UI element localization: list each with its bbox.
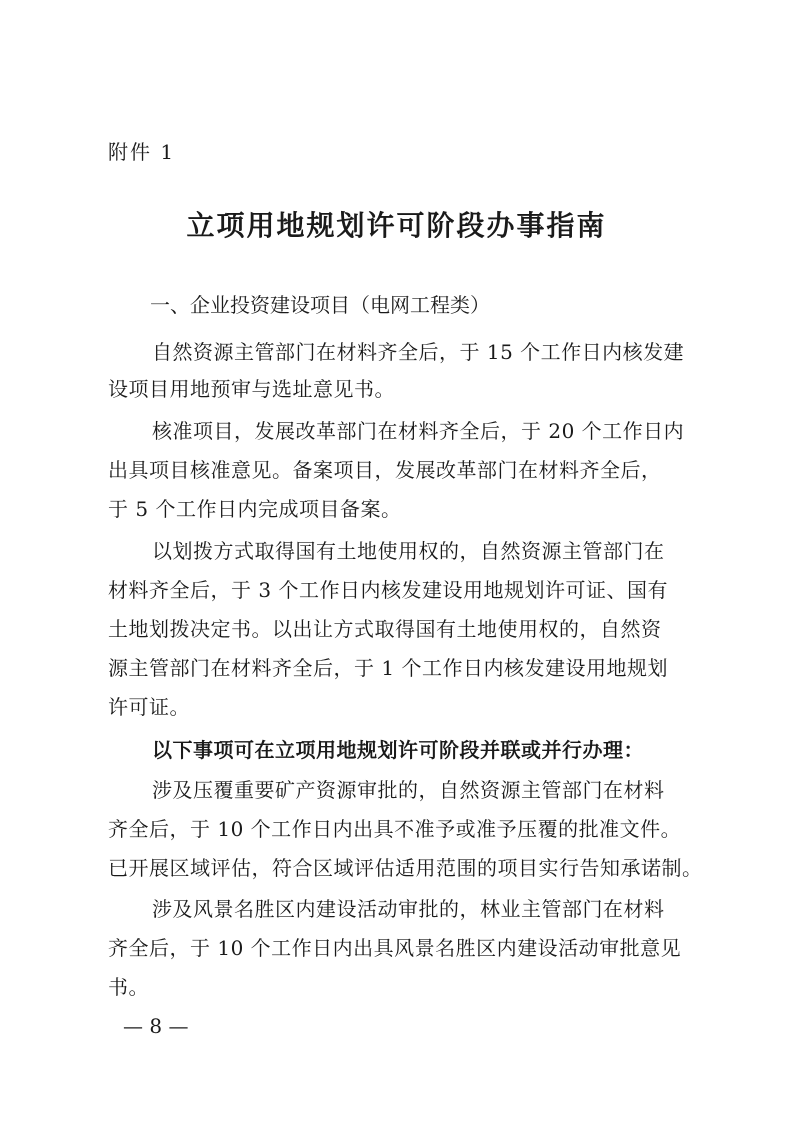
section-heading: 一、企业投资建设项目（电网工程类） xyxy=(150,293,490,317)
paragraph-6-line-1: 涉及风景名胜区内建设活动审批的，林业主管部门在材料 xyxy=(152,897,665,921)
page-number: — 8 — xyxy=(123,1014,189,1038)
paragraph-3-line-3: 土地划拨决定书。以出让方式取得国有土地使用权的，自然资 xyxy=(108,617,662,641)
paragraph-1-line-2: 设项目用地预审与选址意见书。 xyxy=(108,377,395,401)
paragraph-6-line-2: 齐全后，于 10 个工作日内出具风景名胜区内建设活动审批意见 xyxy=(108,936,682,960)
paragraph-2-line-2: 出具项目核准意见。备案项目，发展改革部门在材料齐全后， xyxy=(108,458,662,482)
paragraph-3-line-1: 以划拨方式取得国有土地使用权的，自然资源主管部门在 xyxy=(152,539,665,563)
attachment-label: 附件 1 xyxy=(108,140,176,164)
paragraph-2-line-1: 核准项目，发展改革部门在材料齐全后，于 20 个工作日内 xyxy=(152,419,685,443)
paragraph-3-line-5: 许可证。 xyxy=(108,695,190,719)
paragraph-5-line-2: 齐全后，于 10 个工作日内出具不准予或准予压覆的批准文件。 xyxy=(108,817,682,841)
paragraph-6-line-3: 书。 xyxy=(108,975,149,999)
parallel-processing-heading: 以下事项可在立项用地规划许可阶段并联或并行办理： xyxy=(152,738,644,762)
paragraph-1-line-1: 自然资源主管部门在材料齐全后，于 15 个工作日内核发建 xyxy=(152,340,685,364)
document-title: 立项用地规划许可阶段办事指南 xyxy=(186,209,607,242)
paragraph-2-line-3: 于 5 个工作日内完成项目备案。 xyxy=(108,497,402,521)
paragraph-3-line-2: 材料齐全后，于 3 个工作日内核发建设用地规划许可证、国有 xyxy=(108,578,668,602)
paragraph-5-line-1: 涉及压覆重要矿产资源审批的，自然资源主管部门在材料 xyxy=(152,778,665,802)
paragraph-5-line-3: 已开展区域评估，符合区域评估适用范围的项目实行告知承诺制。 xyxy=(108,856,703,880)
paragraph-3-line-4: 源主管部门在材料齐全后，于 1 个工作日内核发建设用地规划 xyxy=(108,656,668,680)
